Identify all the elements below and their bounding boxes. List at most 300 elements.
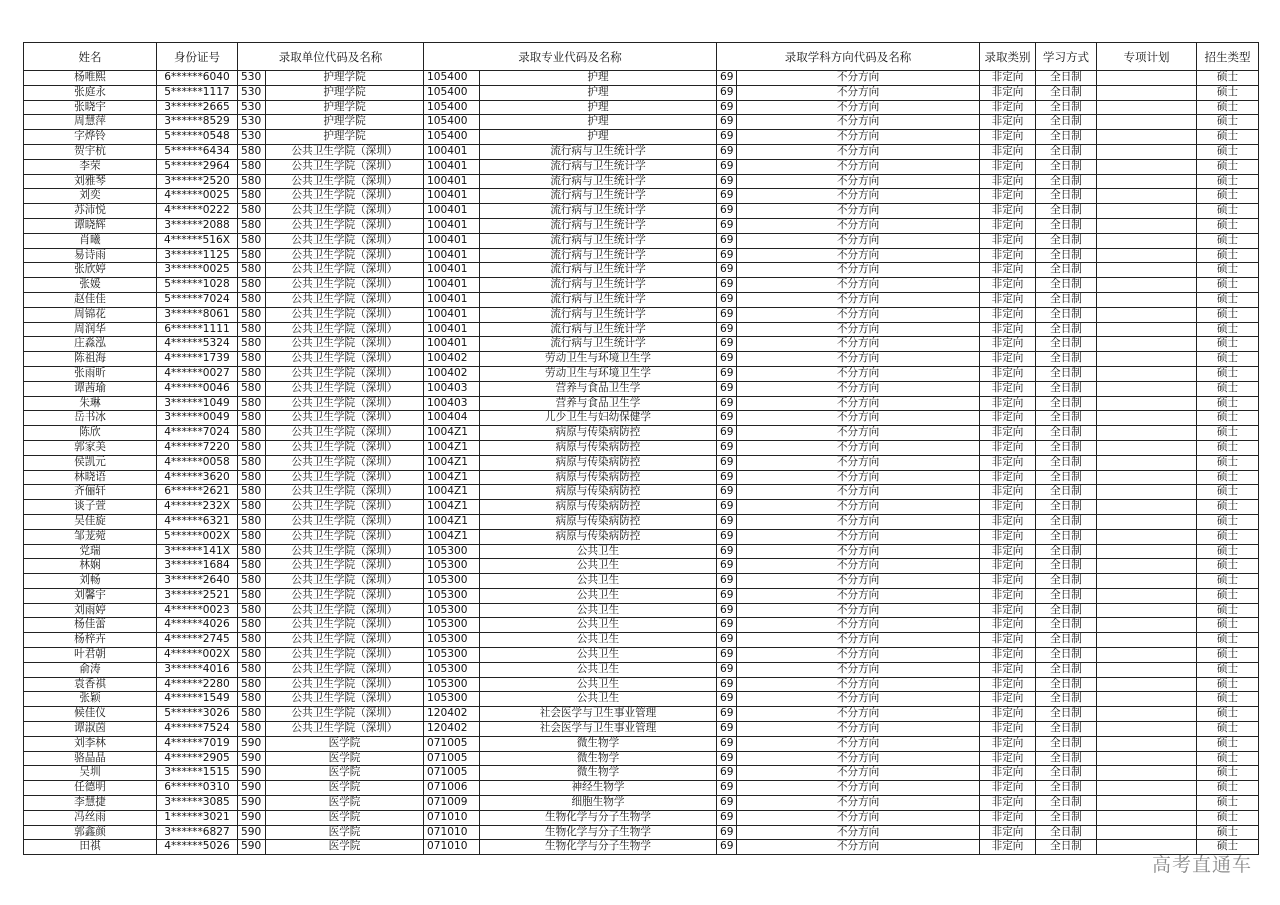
major-name-cell: 劳动卫生与环境卫生学 <box>480 366 717 381</box>
direction-name-cell: 不分方向 <box>737 796 980 811</box>
unit-code-cell: 580 <box>238 588 266 603</box>
enrollment-type-cell: 硕士 <box>1197 366 1259 381</box>
direction-code-cell: 69 <box>717 130 737 145</box>
major-name-cell: 微生物学 <box>480 766 717 781</box>
direction-name-cell: 不分方向 <box>737 544 980 559</box>
student-name-cell: 林晓语 <box>24 470 157 485</box>
direction-name-cell: 不分方向 <box>737 692 980 707</box>
admission-category-cell: 非定向 <box>980 559 1036 574</box>
id-number-cell: 3******8529 <box>157 115 238 130</box>
enrollment-type-cell: 硕士 <box>1197 529 1259 544</box>
student-name-cell: 林娴 <box>24 559 157 574</box>
table-row <box>24 440 1259 455</box>
major-name-cell: 社会医学与卫生事业管理 <box>480 722 717 737</box>
major-code-cell: 100401 <box>424 263 480 278</box>
enrollment-type-cell: 硕士 <box>1197 440 1259 455</box>
student-name-cell: 易诗雨 <box>24 248 157 263</box>
direction-code-cell: 69 <box>717 588 737 603</box>
special-plan-cell <box>1097 692 1197 707</box>
unit-name-cell: 公共卫生学院（深圳） <box>266 144 424 159</box>
unit-name-cell: 医学院 <box>266 810 424 825</box>
admission-category-cell: 非定向 <box>980 648 1036 663</box>
major-name-cell: 病原与传染病防控 <box>480 514 717 529</box>
student-name-cell: 张颖 <box>24 692 157 707</box>
direction-code-cell: 69 <box>717 840 737 855</box>
direction-name-cell: 不分方向 <box>737 189 980 204</box>
special-plan-cell <box>1097 204 1197 219</box>
direction-code-cell: 69 <box>717 248 737 263</box>
direction-name-cell: 不分方向 <box>737 825 980 840</box>
direction-name-cell: 不分方向 <box>737 662 980 677</box>
student-name-cell: 郭家美 <box>24 440 157 455</box>
study-mode-cell: 全日制 <box>1036 514 1097 529</box>
major-code-cell: 120402 <box>424 707 480 722</box>
unit-code-cell: 530 <box>238 85 266 100</box>
enrollment-type-cell: 硕士 <box>1197 248 1259 263</box>
direction-code-cell: 69 <box>717 85 737 100</box>
unit-name-cell: 护理学院 <box>266 85 424 100</box>
id-number-cell: 4******5324 <box>157 337 238 352</box>
student-name-cell: 张媛 <box>24 278 157 293</box>
unit-name-cell: 护理学院 <box>266 115 424 130</box>
enrollment-type-cell: 硕士 <box>1197 218 1259 233</box>
direction-code-cell: 69 <box>717 426 737 441</box>
student-name-cell: 袁香祺 <box>24 677 157 692</box>
major-name-cell: 劳动卫生与环境卫生学 <box>480 352 717 367</box>
major-code-cell: 071006 <box>424 781 480 796</box>
direction-name-cell: 不分方向 <box>737 352 980 367</box>
unit-code-cell: 590 <box>238 796 266 811</box>
direction-code-cell: 69 <box>717 292 737 307</box>
unit-code-cell: 580 <box>238 352 266 367</box>
special-plan-cell <box>1097 722 1197 737</box>
major-name-cell: 流行病与卫生统计学 <box>480 337 717 352</box>
unit-code-cell: 580 <box>238 514 266 529</box>
admission-category-cell: 非定向 <box>980 840 1036 855</box>
unit-code-cell: 580 <box>238 440 266 455</box>
direction-code-cell: 69 <box>717 440 737 455</box>
student-name-cell: 张庭永 <box>24 85 157 100</box>
special-plan-cell <box>1097 352 1197 367</box>
special-plan-cell <box>1097 411 1197 426</box>
enrollment-type-cell: 硕士 <box>1197 544 1259 559</box>
table-row <box>24 100 1259 115</box>
enrollment-type-cell: 硕士 <box>1197 677 1259 692</box>
admission-category-cell: 非定向 <box>980 633 1036 648</box>
admission-category-cell: 非定向 <box>980 100 1036 115</box>
major-name-cell: 流行病与卫生统计学 <box>480 174 717 189</box>
id-number-cell: 3******0025 <box>157 263 238 278</box>
special-plan-cell <box>1097 470 1197 485</box>
student-name-cell: 杨唯熙 <box>24 71 157 86</box>
admission-category-cell: 非定向 <box>980 189 1036 204</box>
unit-code-cell: 580 <box>238 307 266 322</box>
major-code-cell: 100402 <box>424 366 480 381</box>
direction-name-cell: 不分方向 <box>737 204 980 219</box>
table-row <box>24 189 1259 204</box>
admission-table <box>23 42 1259 855</box>
special-plan-cell <box>1097 218 1197 233</box>
special-plan-cell <box>1097 71 1197 86</box>
unit-name-cell: 医学院 <box>266 825 424 840</box>
major-code-cell: 071005 <box>424 751 480 766</box>
study-mode-cell: 全日制 <box>1036 426 1097 441</box>
student-name-cell: 赵佳佳 <box>24 292 157 307</box>
unit-code-cell: 590 <box>238 781 266 796</box>
unit-code-cell: 580 <box>238 292 266 307</box>
study-mode-cell: 全日制 <box>1036 71 1097 86</box>
table-row <box>24 263 1259 278</box>
direction-name-cell: 不分方向 <box>737 130 980 145</box>
major-name-cell: 流行病与卫生统计学 <box>480 218 717 233</box>
table-row <box>24 574 1259 589</box>
major-name-cell: 公共卫生 <box>480 648 717 663</box>
admission-category-cell: 非定向 <box>980 574 1036 589</box>
unit-code-cell: 580 <box>238 662 266 677</box>
major-code-cell: 100402 <box>424 352 480 367</box>
enrollment-type-cell: 硕士 <box>1197 559 1259 574</box>
table-row <box>24 825 1259 840</box>
admission-category-cell: 非定向 <box>980 322 1036 337</box>
major-code-cell: 105300 <box>424 633 480 648</box>
direction-name-cell: 不分方向 <box>737 766 980 781</box>
unit-name-cell: 公共卫生学院（深圳） <box>266 470 424 485</box>
direction-code-cell: 69 <box>717 559 737 574</box>
direction-name-cell: 不分方向 <box>737 751 980 766</box>
special-plan-cell <box>1097 633 1197 648</box>
admission-category-cell: 非定向 <box>980 174 1036 189</box>
table-row <box>24 307 1259 322</box>
special-plan-cell <box>1097 322 1197 337</box>
table-row <box>24 529 1259 544</box>
special-plan-cell <box>1097 544 1197 559</box>
enrollment-type-cell: 硕士 <box>1197 85 1259 100</box>
unit-name-cell: 医学院 <box>266 840 424 855</box>
direction-name-cell: 不分方向 <box>737 810 980 825</box>
table-row <box>24 366 1259 381</box>
major-code-cell: 105300 <box>424 603 480 618</box>
study-mode-cell: 全日制 <box>1036 411 1097 426</box>
major-code-cell: 105300 <box>424 574 480 589</box>
unit-name-cell: 公共卫生学院（深圳） <box>266 544 424 559</box>
special-plan-cell <box>1097 115 1197 130</box>
major-name-cell: 公共卫生 <box>480 588 717 603</box>
study-mode-cell: 全日制 <box>1036 796 1097 811</box>
direction-code-cell: 69 <box>717 766 737 781</box>
direction-code-cell: 69 <box>717 648 737 663</box>
direction-code-cell: 69 <box>717 485 737 500</box>
major-code-cell: 100401 <box>424 174 480 189</box>
direction-code-cell: 69 <box>717 722 737 737</box>
special-plan-cell <box>1097 292 1197 307</box>
table-row <box>24 352 1259 367</box>
direction-code-cell: 69 <box>717 366 737 381</box>
id-number-cell: 5******0548 <box>157 130 238 145</box>
student-name-cell: 吴圳 <box>24 766 157 781</box>
table-row <box>24 559 1259 574</box>
direction-code-cell: 69 <box>717 204 737 219</box>
unit-code-cell: 590 <box>238 840 266 855</box>
study-mode-cell: 全日制 <box>1036 500 1097 515</box>
enrollment-type-cell: 硕士 <box>1197 840 1259 855</box>
admission-category-cell: 非定向 <box>980 307 1036 322</box>
direction-code-cell: 69 <box>717 470 737 485</box>
major-name-cell: 公共卫生 <box>480 618 717 633</box>
student-name-cell: 党瑞 <box>24 544 157 559</box>
direction-name-cell: 不分方向 <box>737 322 980 337</box>
major-name-cell: 神经生物学 <box>480 781 717 796</box>
study-mode-cell: 全日制 <box>1036 263 1097 278</box>
study-mode-cell: 全日制 <box>1036 618 1097 633</box>
major-code-cell: 100401 <box>424 233 480 248</box>
direction-code-cell: 69 <box>717 100 737 115</box>
study-mode-cell: 全日制 <box>1036 840 1097 855</box>
study-mode-cell: 全日制 <box>1036 588 1097 603</box>
special-plan-cell <box>1097 751 1197 766</box>
unit-name-cell: 护理学院 <box>266 71 424 86</box>
student-name-cell: 贺宇杭 <box>24 144 157 159</box>
direction-name-cell: 不分方向 <box>737 648 980 663</box>
direction-name-cell: 不分方向 <box>737 781 980 796</box>
unit-name-cell: 公共卫生学院（深圳） <box>266 677 424 692</box>
direction-name-cell: 不分方向 <box>737 337 980 352</box>
special-plan-cell <box>1097 781 1197 796</box>
direction-name-cell: 不分方向 <box>737 559 980 574</box>
admission-category-cell: 非定向 <box>980 233 1036 248</box>
unit-name-cell: 公共卫生学院（深圳） <box>266 722 424 737</box>
special-plan-cell <box>1097 574 1197 589</box>
study-mode-cell: 全日制 <box>1036 292 1097 307</box>
major-name-cell: 公共卫生 <box>480 574 717 589</box>
direction-name-cell: 不分方向 <box>737 485 980 500</box>
unit-code-cell: 530 <box>238 100 266 115</box>
special-plan-cell <box>1097 707 1197 722</box>
unit-name-cell: 公共卫生学院（深圳） <box>266 366 424 381</box>
major-code-cell: 120402 <box>424 722 480 737</box>
direction-name-cell: 不分方向 <box>737 85 980 100</box>
student-name-cell: 刘雅琴 <box>24 174 157 189</box>
table-row <box>24 292 1259 307</box>
admission-category-cell: 非定向 <box>980 218 1036 233</box>
major-name-cell: 儿少卫生与妇幼保健学 <box>480 411 717 426</box>
id-number-cell: 4******6321 <box>157 514 238 529</box>
special-plan-cell <box>1097 426 1197 441</box>
enrollment-type-cell: 硕士 <box>1197 470 1259 485</box>
special-plan-cell <box>1097 263 1197 278</box>
major-code-cell: 1004Z1 <box>424 440 480 455</box>
unit-code-cell: 590 <box>238 810 266 825</box>
id-number-cell: 3******2521 <box>157 588 238 603</box>
study-mode-cell: 全日制 <box>1036 559 1097 574</box>
unit-name-cell: 公共卫生学院（深圳） <box>266 588 424 603</box>
unit-code-cell: 580 <box>238 470 266 485</box>
major-code-cell: 100401 <box>424 204 480 219</box>
table-row <box>24 603 1259 618</box>
unit-name-cell: 公共卫生学院（深圳） <box>266 381 424 396</box>
id-number-cell: 4******2905 <box>157 751 238 766</box>
direction-name-cell: 不分方向 <box>737 159 980 174</box>
enrollment-type-cell: 硕士 <box>1197 751 1259 766</box>
enrollment-type-cell: 硕士 <box>1197 71 1259 86</box>
table-row <box>24 544 1259 559</box>
id-number-cell: 4******7019 <box>157 736 238 751</box>
direction-code-cell: 69 <box>717 174 737 189</box>
major-name-cell: 病原与传染病防控 <box>480 426 717 441</box>
special-plan-cell <box>1097 85 1197 100</box>
direction-name-cell: 不分方向 <box>737 722 980 737</box>
admission-category-cell: 非定向 <box>980 455 1036 470</box>
admission-category-cell: 非定向 <box>980 618 1036 633</box>
study-mode-cell: 全日制 <box>1036 307 1097 322</box>
major-code-cell: 100401 <box>424 322 480 337</box>
student-name-cell: 周润华 <box>24 322 157 337</box>
admission-category-cell: 非定向 <box>980 396 1036 411</box>
study-mode-cell: 全日制 <box>1036 736 1097 751</box>
unit-code-cell: 580 <box>238 722 266 737</box>
direction-code-cell: 69 <box>717 633 737 648</box>
student-name-cell: 周锦花 <box>24 307 157 322</box>
study-mode-cell: 全日制 <box>1036 159 1097 174</box>
admission-category-cell: 非定向 <box>980 352 1036 367</box>
major-code-cell: 071009 <box>424 796 480 811</box>
study-mode-cell: 全日制 <box>1036 144 1097 159</box>
student-name-cell: 李慧捷 <box>24 796 157 811</box>
special-plan-cell <box>1097 100 1197 115</box>
unit-name-cell: 公共卫生学院（深圳） <box>266 426 424 441</box>
id-number-cell: 3******1684 <box>157 559 238 574</box>
unit-code-cell: 580 <box>238 603 266 618</box>
id-number-cell: 4******2280 <box>157 677 238 692</box>
direction-name-cell: 不分方向 <box>737 840 980 855</box>
enrollment-type-cell: 硕士 <box>1197 159 1259 174</box>
direction-name-cell: 不分方向 <box>737 278 980 293</box>
unit-code-cell: 580 <box>238 677 266 692</box>
id-number-cell: 5******6434 <box>157 144 238 159</box>
direction-code-cell: 69 <box>717 159 737 174</box>
unit-name-cell: 公共卫生学院（深圳） <box>266 440 424 455</box>
enrollment-type-cell: 硕士 <box>1197 115 1259 130</box>
study-mode-cell: 全日制 <box>1036 707 1097 722</box>
admission-list-sheet <box>23 42 1258 855</box>
table-row <box>24 144 1259 159</box>
major-name-cell: 社会医学与卫生事业管理 <box>480 707 717 722</box>
major-code-cell: 1004Z1 <box>424 500 480 515</box>
admission-category-cell: 非定向 <box>980 692 1036 707</box>
id-number-cell: 4******3620 <box>157 470 238 485</box>
student-name-cell: 张欣婷 <box>24 263 157 278</box>
unit-name-cell: 护理学院 <box>266 100 424 115</box>
enrollment-type-cell: 硕士 <box>1197 633 1259 648</box>
special-plan-cell <box>1097 810 1197 825</box>
study-mode-cell: 全日制 <box>1036 366 1097 381</box>
enrollment-type-cell: 硕士 <box>1197 796 1259 811</box>
major-code-cell: 100401 <box>424 189 480 204</box>
unit-code-cell: 590 <box>238 825 266 840</box>
admission-category-cell: 非定向 <box>980 603 1036 618</box>
major-code-cell: 071005 <box>424 766 480 781</box>
special-plan-cell <box>1097 648 1197 663</box>
major-name-cell: 流行病与卫生统计学 <box>480 248 717 263</box>
direction-code-cell: 69 <box>717 810 737 825</box>
major-code-cell: 105400 <box>424 100 480 115</box>
major-code-cell: 100401 <box>424 307 480 322</box>
major-code-cell: 100401 <box>424 144 480 159</box>
unit-code-cell: 580 <box>238 218 266 233</box>
unit-code-cell: 580 <box>238 692 266 707</box>
direction-name-cell: 不分方向 <box>737 677 980 692</box>
special-plan-cell <box>1097 174 1197 189</box>
major-code-cell: 105300 <box>424 662 480 677</box>
student-name-cell: 庄淼泓 <box>24 337 157 352</box>
direction-code-cell: 69 <box>717 411 737 426</box>
direction-name-cell: 不分方向 <box>737 574 980 589</box>
major-name-cell: 流行病与卫生统计学 <box>480 204 717 219</box>
enrollment-type-cell: 硕士 <box>1197 352 1259 367</box>
id-number-cell: 3******2520 <box>157 174 238 189</box>
table-row <box>24 485 1259 500</box>
id-number-cell: 5******1028 <box>157 278 238 293</box>
direction-code-cell: 69 <box>717 278 737 293</box>
student-name-cell: 谭淑茵 <box>24 722 157 737</box>
special-plan-cell <box>1097 337 1197 352</box>
major-name-cell: 流行病与卫生统计学 <box>480 144 717 159</box>
direction-code-cell: 69 <box>717 707 737 722</box>
id-number-cell: 3******2640 <box>157 574 238 589</box>
unit-code-cell: 580 <box>238 648 266 663</box>
direction-name-cell: 不分方向 <box>737 514 980 529</box>
major-code-cell: 100401 <box>424 218 480 233</box>
unit-code-cell: 580 <box>238 366 266 381</box>
admission-category-cell: 非定向 <box>980 485 1036 500</box>
study-mode-cell: 全日制 <box>1036 218 1097 233</box>
unit-code-cell: 580 <box>238 204 266 219</box>
id-number-cell: 4******0046 <box>157 381 238 396</box>
admission-category-cell: 非定向 <box>980 544 1036 559</box>
unit-name-cell: 公共卫生学院（深圳） <box>266 189 424 204</box>
admission-category-cell: 非定向 <box>980 130 1036 145</box>
unit-code-cell: 580 <box>238 144 266 159</box>
unit-code-cell: 580 <box>238 159 266 174</box>
id-number-cell: 6******2621 <box>157 485 238 500</box>
id-number-cell: 4******1549 <box>157 692 238 707</box>
direction-name-cell: 不分方向 <box>737 618 980 633</box>
direction-code-cell: 69 <box>717 618 737 633</box>
table-row <box>24 322 1259 337</box>
enrollment-type-cell: 硕士 <box>1197 381 1259 396</box>
id-number-cell: 3******2088 <box>157 218 238 233</box>
major-name-cell: 营养与食品卫生学 <box>480 396 717 411</box>
special-plan-cell <box>1097 766 1197 781</box>
unit-code-cell: 580 <box>238 529 266 544</box>
table-row <box>24 648 1259 663</box>
enrollment-type-cell: 硕士 <box>1197 810 1259 825</box>
special-plan-cell <box>1097 825 1197 840</box>
id-number-cell: 4******0027 <box>157 366 238 381</box>
id-number-cell: 4******7220 <box>157 440 238 455</box>
unit-name-cell: 公共卫生学院（深圳） <box>266 263 424 278</box>
table-row <box>24 796 1259 811</box>
header-unit: 录取单位代码及名称 <box>238 43 424 71</box>
id-number-cell: 4******2745 <box>157 633 238 648</box>
major-name-cell: 公共卫生 <box>480 662 717 677</box>
special-plan-cell <box>1097 500 1197 515</box>
major-name-cell: 生物化学与分子生物学 <box>480 810 717 825</box>
table-row <box>24 381 1259 396</box>
special-plan-cell <box>1097 603 1197 618</box>
enrollment-type-cell: 硕士 <box>1197 204 1259 219</box>
major-code-cell: 105400 <box>424 71 480 86</box>
header-study-mode: 学习方式 <box>1036 43 1097 71</box>
